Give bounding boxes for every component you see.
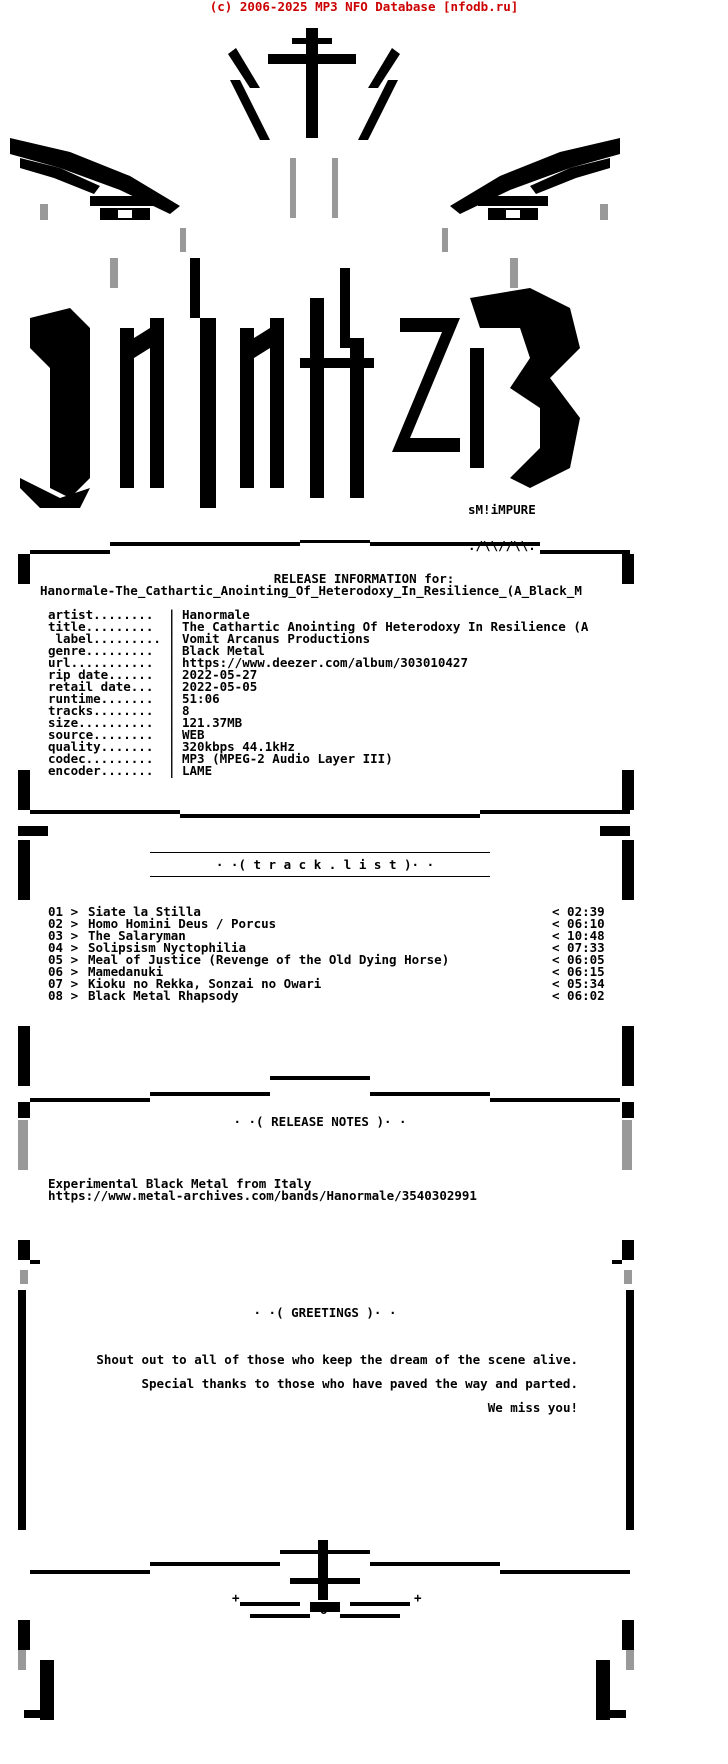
track-duration: < 07:33: [552, 940, 605, 955]
field-key: artist........: [48, 607, 154, 622]
track-duration: < 06:10: [552, 916, 605, 931]
field-separator: |: [168, 619, 176, 634]
field-separator: |: [168, 655, 176, 670]
field-separator: |: [168, 631, 176, 646]
track-title: Kioku no Rekka, Sonzai no Owari: [88, 976, 322, 991]
field-separator: |: [168, 751, 176, 766]
track-title: Meal of Justice (Revenge of the Old Dying Horse): [88, 952, 450, 967]
field-value: Hanormale: [182, 607, 250, 622]
field-value: 121.37MB: [182, 715, 243, 730]
track-number: 03 >: [48, 928, 79, 943]
field-key: source........: [48, 727, 154, 742]
release-notes-line-2: https://www.metal-archives.com/bands/Hanormale/3540302991: [48, 1188, 477, 1203]
track-duration: < 10:48: [552, 928, 605, 943]
field-key: size..........: [48, 715, 154, 730]
field-key: runtime.......: [48, 691, 154, 706]
field-value: 51:06: [182, 691, 220, 706]
footer-center-mark: o: [320, 1602, 328, 1617]
tracklist-rule-bottom: [150, 876, 490, 877]
greetings-frame: [0, 1210, 728, 1730]
field-key: genre.........: [48, 643, 154, 658]
field-value: LAME: [182, 763, 213, 778]
track-number: 02 >: [48, 916, 79, 931]
field-separator: |: [168, 763, 176, 778]
greetings-line-3: We miss you!: [487, 1400, 578, 1415]
track-title: Homo Homini Deus / Porcus: [88, 916, 277, 931]
field-value: WEB: [182, 727, 205, 742]
track-number: 05 >: [48, 952, 79, 967]
field-key: codec.........: [48, 751, 154, 766]
track-title: Solipsism Nyctophilia: [88, 940, 247, 955]
field-separator: |: [168, 715, 176, 730]
greetings-heading: · ·( GREETINGS )· ·: [253, 1305, 397, 1320]
field-key: label.........: [48, 631, 161, 646]
greetings-line-1: Shout out to all of those who keep the dream of the scene alive.: [96, 1352, 578, 1367]
greetings-line-2: Special thanks to those who have paved the way and parted.: [141, 1376, 578, 1391]
field-value: MP3 (MPEG-2 Audio Layer III): [182, 751, 393, 766]
field-value: The Cathartic Anointing Of Heterodoxy In Resilience (A: [182, 619, 589, 634]
track-row: [48, 990, 618, 1002]
field-value: Vomit Arcanus Productions: [182, 631, 371, 646]
release-info-row: [48, 763, 213, 778]
field-value: Black Metal: [182, 643, 265, 658]
field-separator: |: [168, 679, 176, 694]
field-value: 2022-05-27: [182, 667, 258, 682]
logo-art: [0, 18, 728, 548]
field-separator: |: [168, 703, 176, 718]
track-title: Siate la Stilla: [88, 904, 201, 919]
signature-name: sM!iMPURE: [468, 502, 536, 517]
field-separator: |: [168, 691, 176, 706]
field-key: tracks........: [48, 703, 154, 718]
track-number: 01 >: [48, 904, 79, 919]
field-key: title.........: [48, 619, 154, 634]
release-info-heading: RELEASE INFORMATION for:: [273, 571, 455, 586]
field-key: quality.......: [48, 739, 154, 754]
track-duration: < 02:39: [552, 904, 605, 919]
field-separator: |: [168, 607, 176, 622]
track-title: The Salaryman: [88, 928, 186, 943]
field-separator: |: [168, 739, 176, 754]
field-separator: |: [168, 667, 176, 682]
footer-plus-right: +: [414, 1590, 422, 1605]
track-number: 08 >: [48, 988, 79, 1003]
track-number: 04 >: [48, 940, 79, 955]
footer-plus-left: +: [232, 1590, 240, 1605]
release-notes-line-1: Experimental Black Metal from Italy: [48, 1176, 312, 1191]
release-name: Hanormale-The_Cathartic_Anointing_Of_Heterodoxy_In_Resilience_(A_Black_M: [40, 583, 582, 598]
field-separator: |: [168, 727, 176, 742]
field-key: url...........: [48, 655, 154, 670]
copyright-banner: (c) 2006-2025 MP3 NFO Database [nfodb.ru]: [209, 0, 519, 14]
track-title: Mamedanuki: [88, 964, 164, 979]
track-number: 07 >: [48, 976, 79, 991]
field-key: retail date...: [48, 679, 154, 694]
release-notes-heading: · ·( RELEASE NOTES )· ·: [233, 1114, 407, 1129]
track-duration: < 06:02: [552, 988, 605, 1003]
field-value: https://www.deezer.com/album/303010427: [182, 655, 468, 670]
track-duration: < 06:15: [552, 964, 605, 979]
track-duration: < 06:05: [552, 952, 605, 967]
field-value: 320kbps 44.1kHz: [182, 739, 295, 754]
track-title: Black Metal Rhapsody: [88, 988, 239, 1003]
track-number: 06 >: [48, 964, 79, 979]
field-value: 2022-05-05: [182, 679, 258, 694]
field-value: 8: [182, 703, 190, 718]
track-duration: < 05:34: [552, 976, 605, 991]
field-key: encoder.......: [48, 763, 154, 778]
field-separator: |: [168, 643, 176, 658]
field-key: rip date......: [48, 667, 154, 682]
tracklist-rule-top: [150, 852, 490, 853]
tracklist-heading: · ·( t r a c k . l i s t )· ·: [215, 857, 435, 872]
